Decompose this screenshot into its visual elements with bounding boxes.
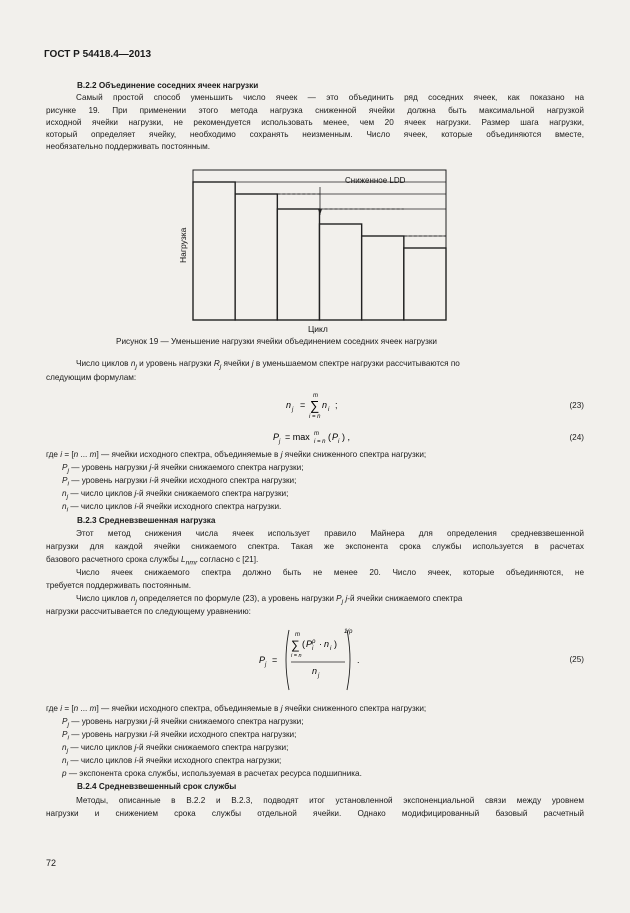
- equation-23: [282, 390, 352, 420]
- equation-24: [270, 427, 370, 447]
- bar-4: [320, 224, 362, 320]
- where-item: $n_j$ — число циклов j-й ячейки снижаемого спектра нагрузки;: [62, 489, 289, 501]
- section-heading-b24: B.2.4 Средневзвешенный срок службы: [77, 782, 237, 791]
- svg-text:;: ;: [335, 400, 338, 410]
- svg-text:i: i: [330, 646, 332, 652]
- svg-text:n: n: [312, 666, 318, 676]
- document-header: ГОСТ Р 54418.4—2013: [44, 49, 152, 60]
- svg-text:P: P: [332, 432, 339, 442]
- svg-text:=: =: [272, 655, 278, 665]
- section-heading-b23: B.2.3 Средневзвешенная нагрузка: [77, 516, 216, 525]
- section-heading-b22: B.2.2 Объединение соседних ячеек нагрузки: [77, 81, 259, 90]
- svg-text:j: j: [279, 439, 281, 445]
- svg-text:=: =: [300, 400, 306, 410]
- paragraph-line: требуется поддерживать постоянным.: [46, 581, 192, 590]
- svg-text:n: n: [324, 639, 330, 649]
- figure-caption: Рисунок 19 — Уменьшение нагрузки ячейки объединением соседних ячеек нагрузки: [116, 337, 437, 346]
- ldd-label: Сниженное LDD: [345, 176, 406, 185]
- svg-text:m: m: [314, 431, 319, 437]
- paragraph-line: исходной ячейки нагрузки, не рекомендуется использовать менее, чем 20 ячеек нагрузки. Размер шага нагрузки,: [46, 118, 584, 127]
- svg-text:i = n: i = n: [314, 439, 326, 445]
- where-item: $P_j$ — уровень нагрузки j-й ячейки снижаемого спектра нагрузки;: [62, 463, 304, 475]
- paragraph-line: Методы, описанные в B.2.2 и B.2.3, подводят итог установленной экспоненциальной связи между уровнем: [76, 796, 584, 805]
- where-item: p — экспонента срока службы, используемая в расчетах ресурса подшипника.: [62, 769, 362, 778]
- y-axis-label: Нагрузка: [178, 227, 188, 263]
- where-item: $n_i$ — число циклов i-й ячейки исходного спектра нагрузки.: [62, 502, 282, 514]
- where-item: $P_j$ — уровень нагрузки j-й ячейки снижаемого спектра нагрузки;: [62, 717, 304, 729]
- svg-text:1/ρ: 1/ρ: [344, 629, 353, 635]
- where-item: $P_i$ — уровень нагрузки i-й ячейки исходного спектра нагрузки;: [62, 476, 297, 488]
- paragraph-line: базового расчетного срока службы $L_{nmr}$ согласно с [21].: [46, 555, 259, 567]
- svg-text:): ): [334, 639, 337, 649]
- svg-text:n: n: [322, 400, 328, 410]
- equation-24-number: (24): [569, 433, 584, 442]
- formula-intro-line1: Число циклов $n_j$ и уровень нагрузки $R_j$ ячейки j в уменьшаемом спектре нагрузки рассчитываются по: [76, 359, 460, 371]
- equation-25-number: (25): [569, 655, 584, 664]
- svg-text:.: .: [357, 655, 360, 665]
- bar-5: [362, 236, 404, 320]
- bar-6: [404, 248, 446, 320]
- bar-2: [235, 194, 277, 320]
- svg-text:∑: ∑: [291, 638, 300, 652]
- svg-text:P: P: [273, 432, 280, 442]
- svg-text:j: j: [265, 662, 267, 668]
- svg-text:ρ: ρ: [312, 639, 316, 645]
- svg-text:i: i: [338, 439, 340, 445]
- svg-text:(: (: [302, 639, 305, 649]
- svg-text:) ,: ) ,: [342, 432, 350, 442]
- paragraph-line: Число ячеек снижаемого спектра должно быть не менее 20. Число ячеек, которые объединяются, не: [76, 568, 584, 577]
- paragraph-line: нагрузки для каждой ячейки снижаемого спектра. Такая же экспонента срока службы используется в расчетах: [46, 542, 584, 551]
- svg-text:i = n: i = n: [309, 414, 321, 420]
- svg-text:j: j: [292, 407, 294, 413]
- equation-25: [255, 622, 375, 697]
- svg-text:m: m: [295, 632, 300, 638]
- bar-1: [193, 182, 235, 320]
- figure-19-chart: [170, 165, 460, 337]
- svg-text:i: i: [328, 407, 330, 413]
- paragraph-line: Самый простой способ уменьшить число ячеек — это объединить ряд соседних ячеек, как показано на: [76, 93, 584, 102]
- svg-text:∑: ∑: [310, 398, 320, 413]
- svg-text:i: i: [312, 646, 314, 652]
- svg-text:P: P: [306, 639, 313, 649]
- bars-group: [193, 182, 446, 320]
- svg-text:n: n: [286, 400, 292, 410]
- svg-text:·: ·: [319, 639, 322, 649]
- where-item: $n_j$ — число циклов j-й ячейки снижаемого спектра нагрузки;: [62, 743, 289, 755]
- paragraph-line: Число циклов $n_j$ определяется по формуле (23), а уровень нагрузки $P_j$ j-й ячейки снижаемого спектра: [76, 594, 463, 606]
- where-intro-1: где i = [n ... m] — ячейки исходного спектра, объединяемые в j ячейки сниженного спектра нагрузки;: [46, 450, 427, 459]
- svg-text:P: P: [259, 655, 266, 665]
- svg-text:m: m: [313, 393, 318, 399]
- where-item: $n_i$ — число циклов i-й ячейки исходного спектра нагрузки;: [62, 756, 282, 768]
- paragraph-line: Этот метод снижения числа ячеек использует правило Майнера для определения средневзвешенной: [76, 529, 584, 538]
- equation-23-number: (23): [569, 401, 584, 410]
- bar-3: [277, 209, 319, 320]
- svg-text:= max: = max: [285, 432, 310, 442]
- paragraph-line: рисунке 19. При применении этого метода нагрузка сниженной ячейки должна быть максимальной нагрузкой: [46, 106, 584, 115]
- svg-text:i = n: i = n: [291, 653, 302, 659]
- x-axis-label: Цикл: [308, 324, 328, 334]
- svg-text:(: (: [328, 432, 331, 442]
- page-number: 72: [46, 858, 57, 868]
- paragraph-line: необязательно поддерживать постоянным.: [46, 142, 211, 151]
- paragraph-line: нагрузки рассчитывается по следующему уравнению:: [46, 607, 251, 616]
- paragraph-line: нагрузки и снижением срока службы отдельной ячейки. Однако модифицированный базовый расчетный: [46, 809, 584, 818]
- where-item: $P_i$ — уровень нагрузки i-й ячейки исходного спектра нагрузки;: [62, 730, 297, 742]
- svg-text:j: j: [318, 673, 320, 679]
- formula-intro-line2: следующим формулам:: [46, 373, 137, 382]
- paragraph-line: который определяет ячейку, необходимо сохранять неизменным. Число ячеек, которые объединяются вместе,: [46, 130, 584, 139]
- where-intro-2: где i = [n ... m] — ячейки исходного спектра, объединяемые в j ячейки сниженного спектра нагрузки;: [46, 704, 427, 713]
